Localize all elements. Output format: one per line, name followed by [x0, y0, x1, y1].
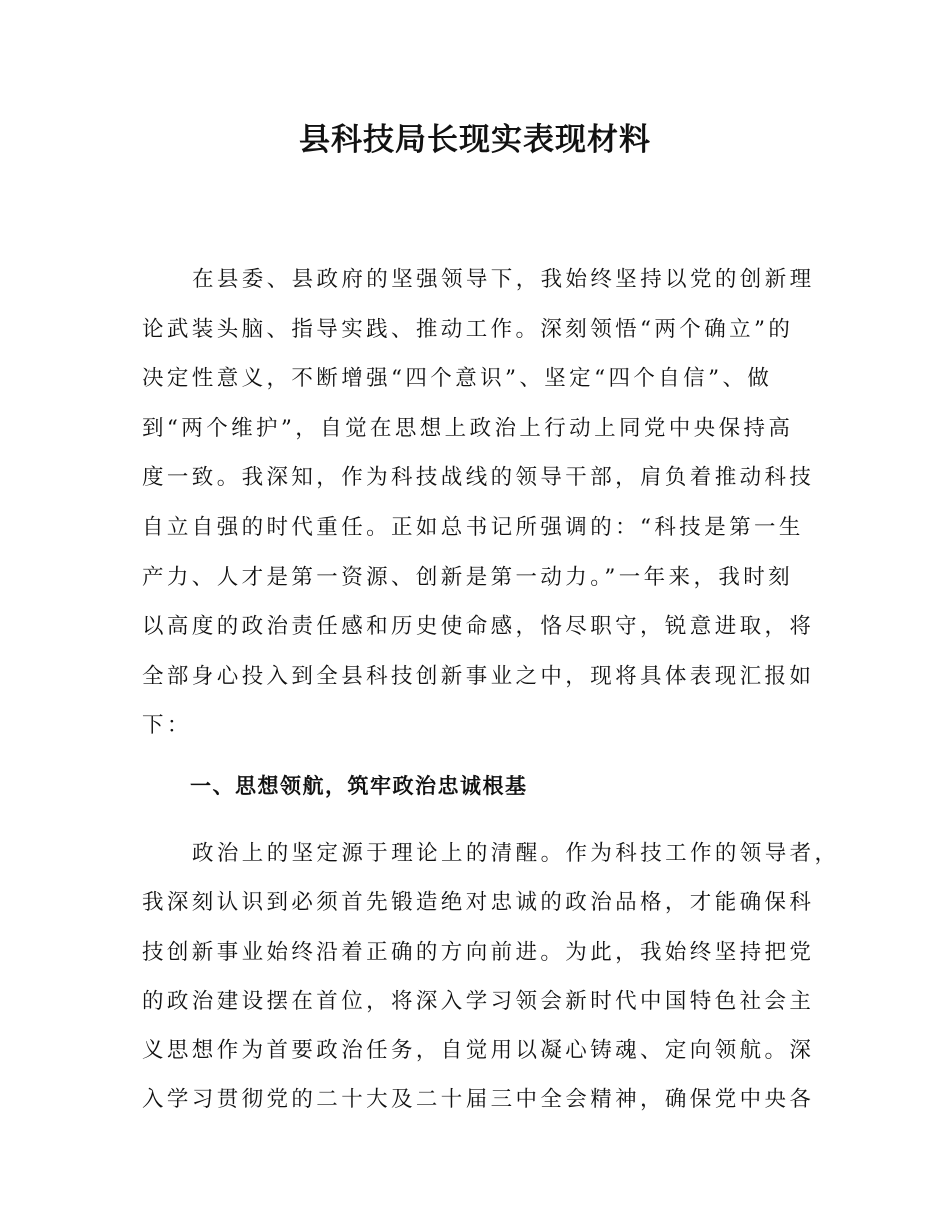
paragraph-line: 技创新事业始终沿着正确的方向前进。为此，我始终坚持把党 — [142, 939, 815, 965]
paragraph-line: 在县委、县政府的坚强领导下，我始终坚持以党的创新理 — [192, 267, 815, 292]
paragraph-line: 自立自强的时代重任。正如总书记所强调的：“科技是第一生 — [142, 514, 804, 540]
paragraph-line: 产力、人才是第一资源、创新是第一动力。”一年来，我时刻 — [142, 564, 794, 590]
paragraph-line: 义思想作为首要政治任务，自觉用以凝心铸魂、定向领航。深 — [142, 1038, 815, 1064]
paragraph-line: 下： — [142, 713, 192, 739]
intro-paragraph — [142, 255, 815, 751]
paragraph-line: 的政治建设摆在首位，将深入学习领会新时代中国特色社会主 — [142, 988, 815, 1014]
paragraph-line: 入学习贯彻党的二十大及二十届三中全会精神，确保党中央各 — [142, 1087, 815, 1113]
document-title: 县科技局长现实表现材料 — [299, 122, 651, 158]
paragraph-line: 论武装头脑、指导实践、推动工作。深刻领悟“两个确立”的 — [142, 316, 794, 342]
section1-paragraph — [142, 829, 840, 1125]
paragraph-line: 度一致。我深知，作为科技战线的领导干部，肩负着推动科技 — [142, 465, 815, 491]
paragraph-line: 以高度的政治责任感和历史使命感，恪尽职守，锐意进取，将 — [142, 614, 815, 640]
paragraph-line: 全部身心投入到全县科技创新事业之中，现将具体表现汇报如 — [142, 663, 815, 689]
paragraph-line: 政治上的坚定源于理论上的清醒。作为科技工作的领导者， — [192, 841, 840, 866]
paragraph-line: 我深刻认识到必须首先锻造绝对忠诚的政治品格，才能确保科 — [142, 890, 815, 916]
paragraph-line: 决定性意义，不断增强“四个意识”、坚定“四个自信”、做 — [142, 366, 773, 392]
section-heading: 一、思想领航，筑牢政治忠诚根基 — [190, 774, 528, 798]
paragraph-line: 到“两个维护”，自觉在思想上政治上行动上同党中央保持高 — [142, 415, 794, 441]
